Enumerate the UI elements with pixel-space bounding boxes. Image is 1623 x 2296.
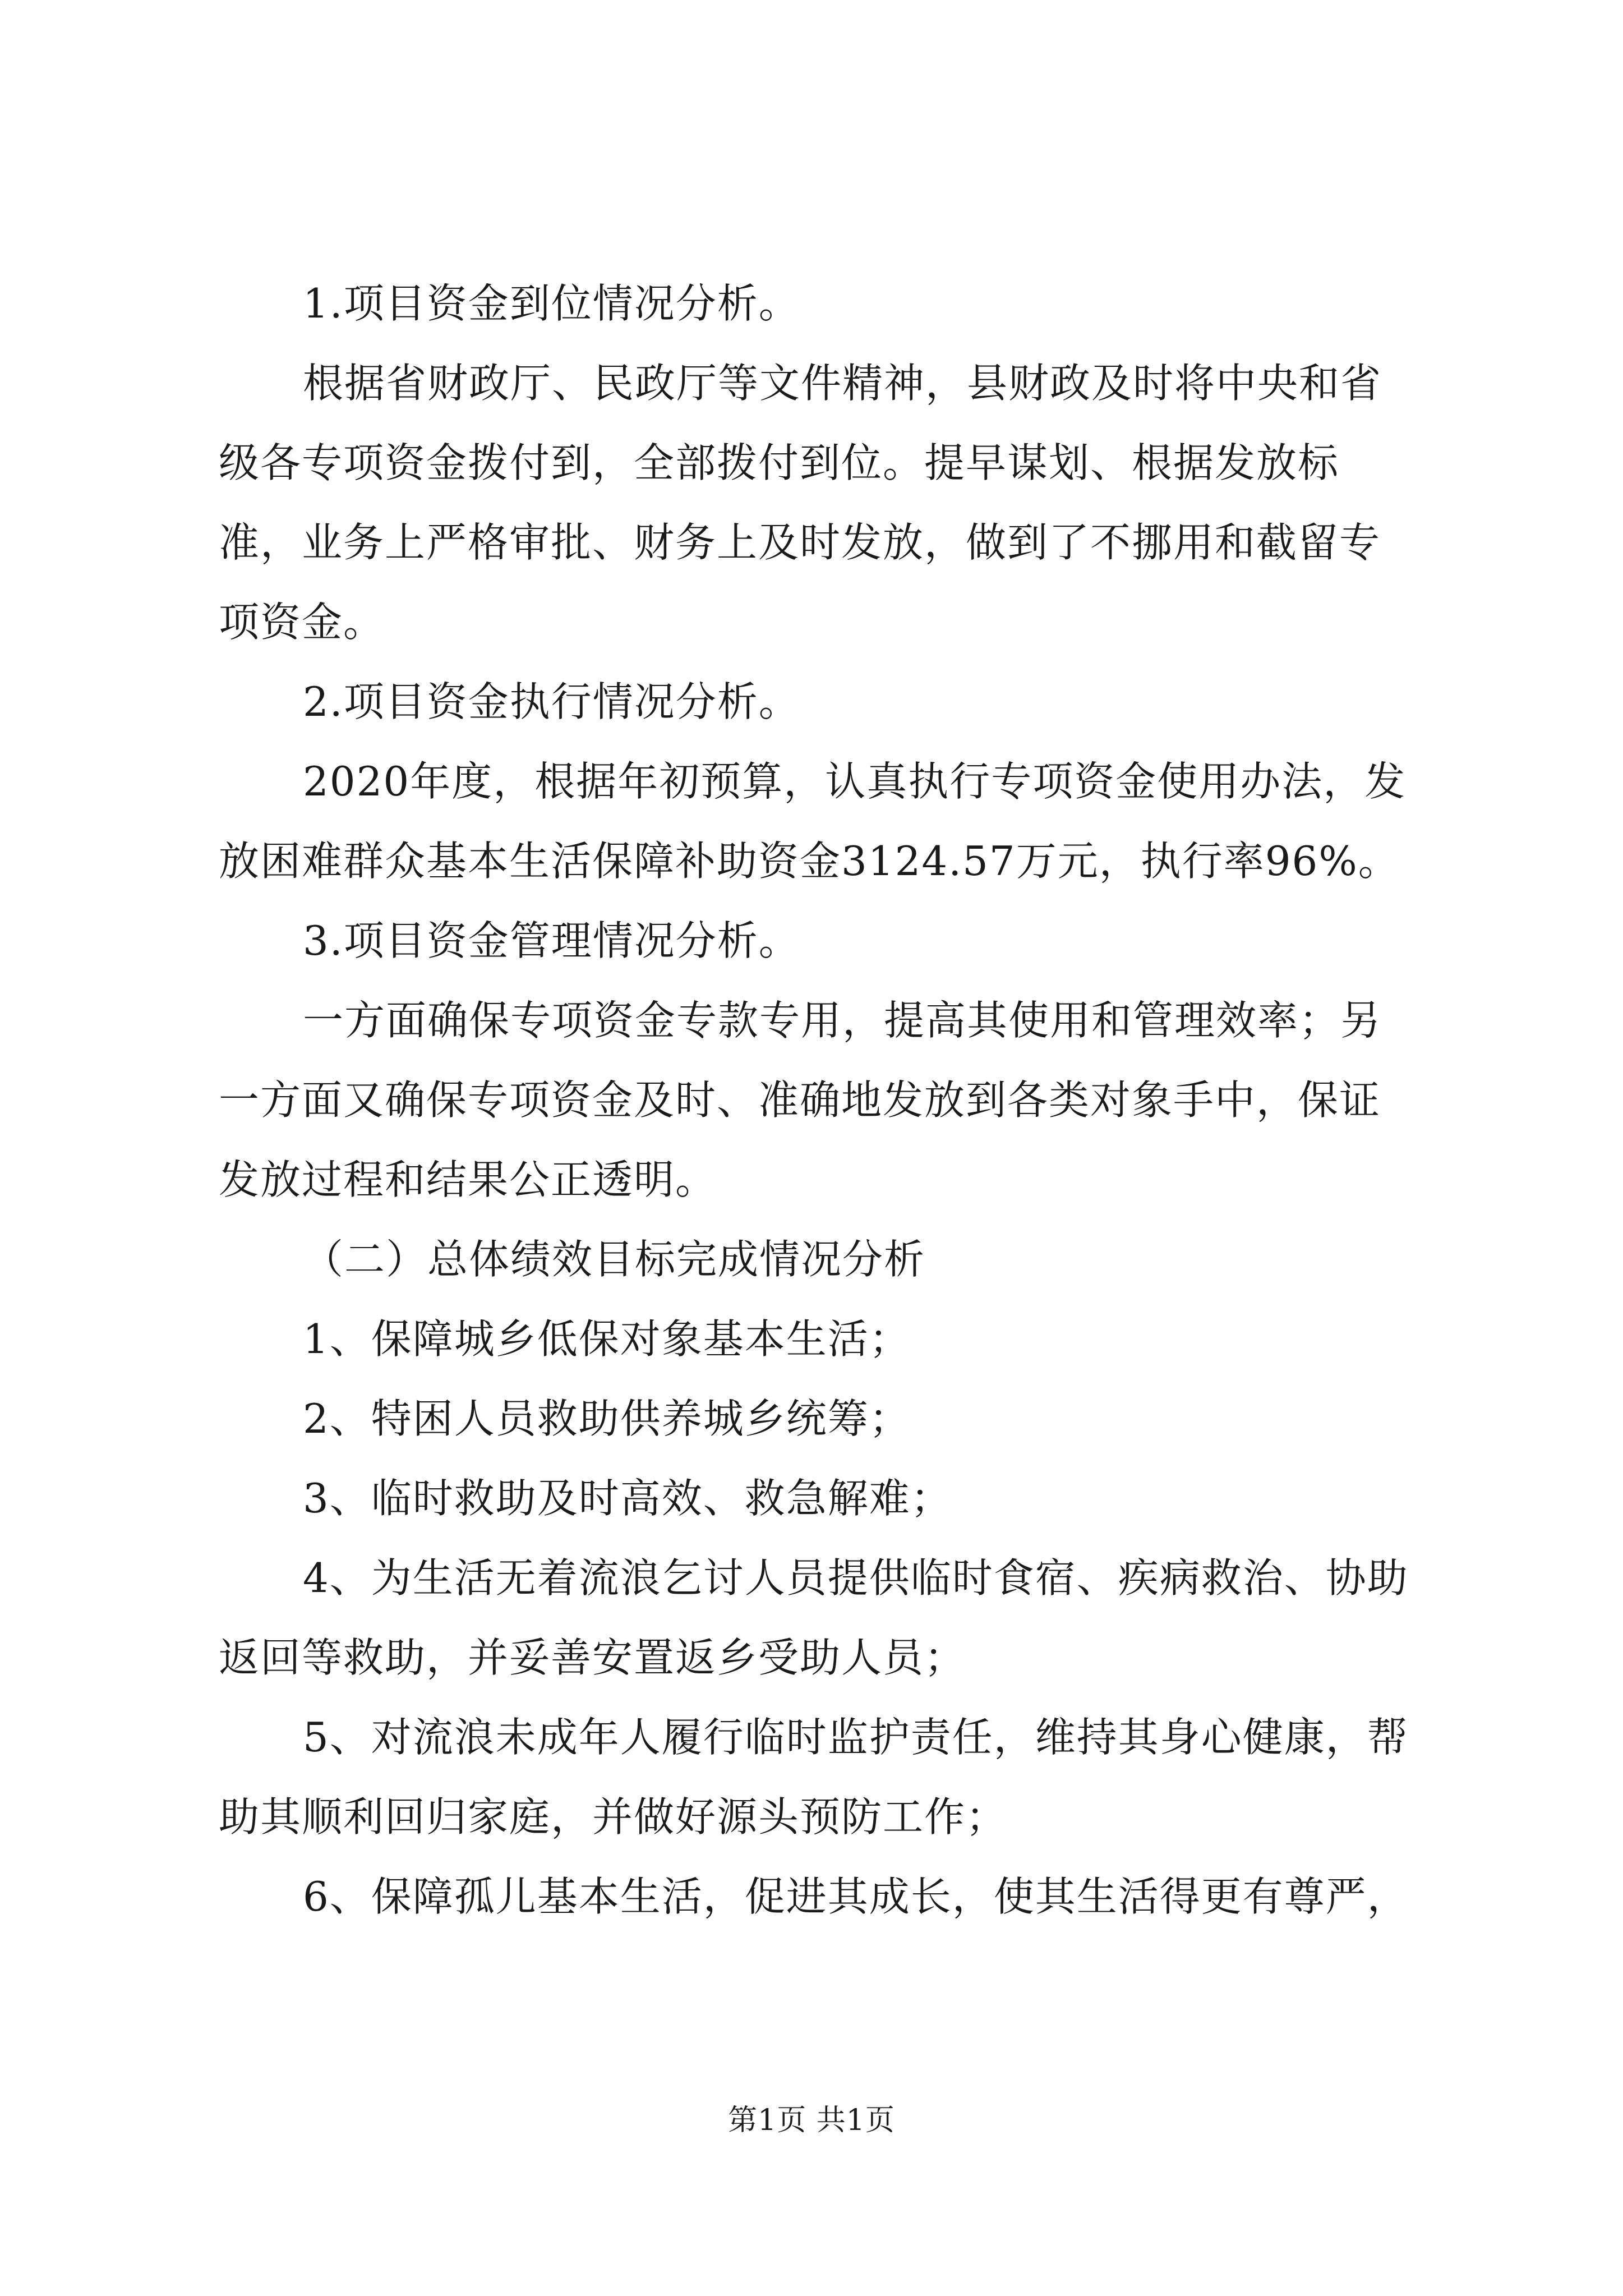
paragraph-5: 3.项目资金管理情况分析。 [303, 917, 800, 964]
document-body [219, 264, 1419, 1936]
list-item-3: 3、临时救助及时高效、救急解难； [303, 1475, 952, 1522]
list-item-1: 1、保障城乡低保对象基本生活； [303, 1315, 911, 1363]
paragraph-4: 2020年度，根据年初预算，认真执行专项资金使用办法，发放困难群众基本生活保障补助资金3124.57万元，执行率96%。 [219, 758, 1407, 885]
section-heading: （二）总体绩效目标完成情况分析 [303, 1236, 926, 1283]
list-item-6: 6、保障孤儿基本生活，促进其成长，使其生活得更有尊严， [303, 1873, 1409, 1920]
page-footer: 第1页 共1页 [728, 2104, 895, 2137]
list-item-4: 4、为生活无着流浪乞讨人员提供临时食宿、疾病救治、协助返回等救助，并妥善安置返乡受助人员； [219, 1554, 1409, 1681]
paragraph-2: 根据省财政厅、民政厅等文件精神，县财政及时将中央和省级各专项资金拨付到，全部拨付到位。提早谋划、根据发放标准，业务上严格审批、财务上及时发放，做到了不挪用和截留专项资金。 [219, 360, 1382, 646]
list-item-2: 2、特困人员救助供养城乡统筹； [303, 1395, 911, 1442]
paragraph-6: 一方面确保专项资金专款专用，提高其使用和管理效率；另一方面又确保专项资金及时、准确地发放到各类对象手中，保证发放过程和结果公正透明。 [219, 997, 1382, 1203]
list-item-5: 5、对流浪未成年人履行临时监护责任，维持其身心健康，帮助其顺利回归家庭，并做好源头预防工作； [219, 1714, 1409, 1841]
paragraph-1: 1.项目资金到位情况分析。 [303, 280, 800, 327]
paragraph-3: 2.项目资金执行情况分析。 [303, 678, 800, 725]
